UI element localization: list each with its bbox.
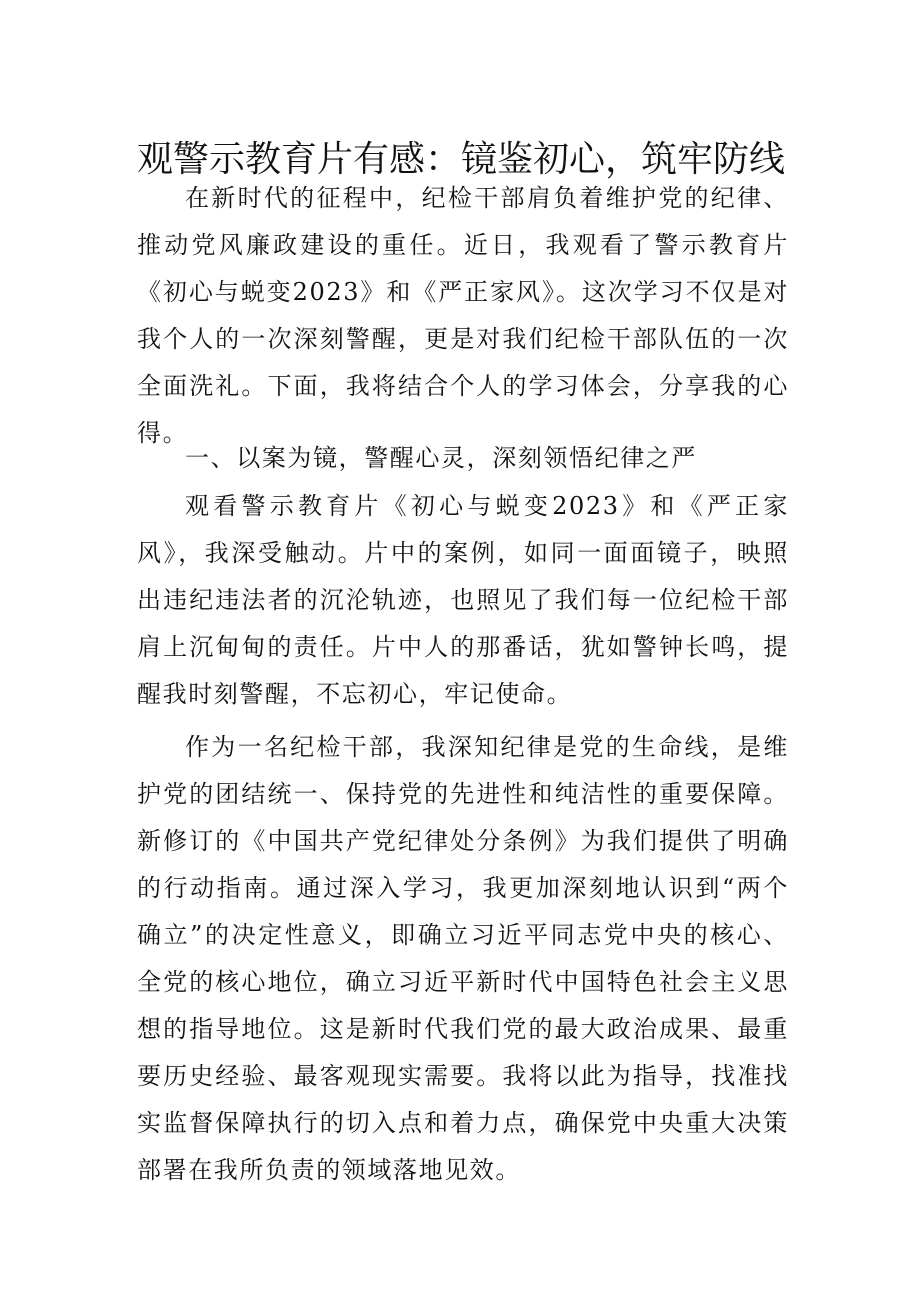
document-title: 观警示教育片有感：镜鉴初心，筑牢防线 — [137, 139, 786, 180]
paragraph-discipline: 作为一名纪检干部，我深知纪律是党的生命线，是维护党的团结统一、保持党的先进性和纯洁性的重要保障。新修订的《中国共产党纪律处分条例》为我们提供了明确的行动指南。通过深入学习，我更加深刻地认识到“两个确立”的决定性意义，即确立习近平同志党中央的核心、全党的核心地位，确立习近平新时代中国特色社会主义思想的指导地位。这是新时代我们党的最大政治成果、最重要历史经验、最客观现实需要。我将以此为指导，找准找实监督保障执行的切入点和着力点，确保党中央重大决策部署在我所负责的领域落地见效。 — [137, 733, 789, 1184]
section-heading-1: 一、以案为镜，警醒心灵，深刻领悟纪律之严 — [185, 444, 697, 472]
paragraph-case-reflection: 观看警示教育片《初心与蜕变2023》和《严正家风》，我深受触动。片中的案例，如同一面面镜子，映照出违纪违法者的沉沦轨迹，也照见了我们每一位纪检干部肩上沉甸甸的责任。片中人的那番话，犹如警钟长鸣，提醒我时刻警醒，不忘初心，牢记使命。 — [137, 492, 789, 708]
paragraph-intro: 在新时代的征程中，纪检干部肩负着维护党的纪律、推动党风廉政建设的重任。近日，我观看了警示教育片《初心与蜕变2023》和《严正家风》。这次学习不仅是对我个人的一次深刻警醒，更是对我们纪检干部队伍的一次全面洗礼。下面，我将结合个人的学习体会，分享我的心得。 — [137, 184, 789, 447]
